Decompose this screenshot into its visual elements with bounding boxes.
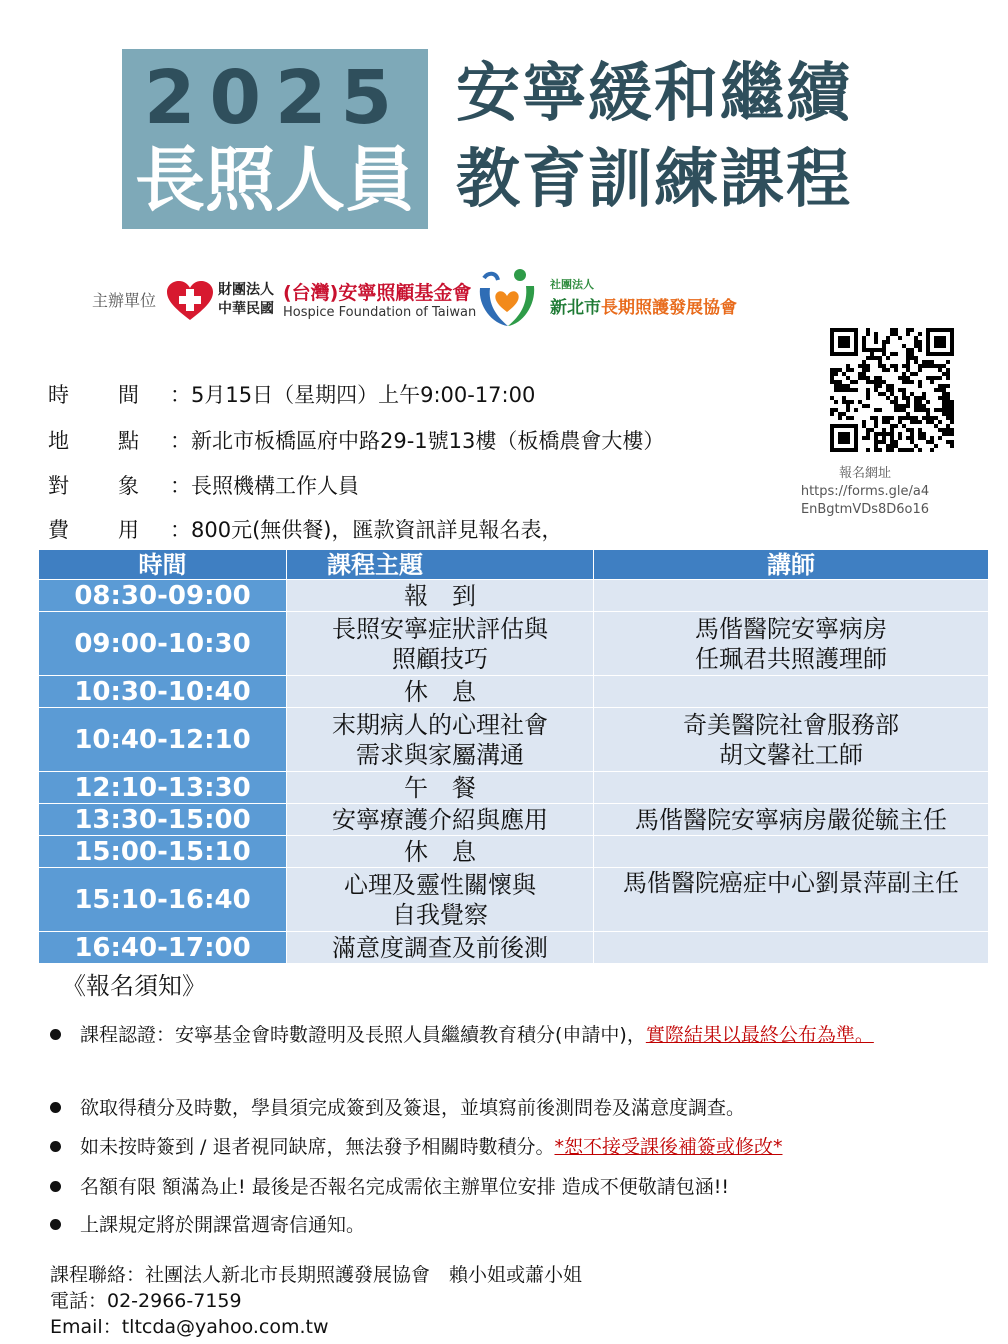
topic-text: 安寧療護介紹與應用 <box>332 805 548 834</box>
footer-contact: 課程聯絡：社團法人新北市長期照護發展協會 賴小姐或蕭小姐 <box>50 1264 583 1286</box>
cell-time <box>39 772 287 804</box>
org1-en-name: Hospice Foundation of Taiwan <box>283 305 477 320</box>
qr-caption-url1[interactable]: https://forms.gle/a4 <box>800 484 930 499</box>
bullet-icon <box>50 1219 61 1230</box>
schedule-header-row <box>39 550 989 580</box>
cell-teacher <box>594 804 989 836</box>
org2-logo-icon <box>474 266 540 328</box>
info-value: ：新北市板橋區府中路29-1號13樓（板橋農會大樓） <box>170 429 665 453</box>
topic-text: 長照安寧症狀評估與 <box>332 614 548 643</box>
cell-teacher <box>594 580 989 612</box>
cell-time <box>39 612 287 676</box>
table-row <box>39 836 989 868</box>
qr-code-icon[interactable] <box>830 328 954 452</box>
cell-time <box>39 868 287 932</box>
info-key: 用 <box>118 518 139 542</box>
info-key: 對 <box>48 474 69 498</box>
info-fee <box>48 516 562 544</box>
teacher-text: 胡文馨社工師 <box>719 740 863 769</box>
info-place <box>48 427 664 455</box>
note-item <box>50 1171 960 1203</box>
cell-teacher <box>594 612 989 676</box>
cell-teacher <box>594 772 989 804</box>
org2-name-a: 新北市 <box>550 298 601 318</box>
time-text: 08:30-09:00 <box>74 580 251 611</box>
footer-email[interactable]: Email：tltcda@yahoo.com.tw <box>50 1316 329 1338</box>
teacher-text: 馬偕醫院安寧病房嚴從毓主任 <box>635 805 947 834</box>
info-time <box>48 381 535 409</box>
time-text: 13:30-15:00 <box>74 804 251 835</box>
table-row <box>39 868 989 932</box>
time-text: 12:10-13:30 <box>74 772 251 803</box>
note-highlight: *恕不接受課後補簽或修改* <box>554 1136 783 1158</box>
info-value: ：800元(無供餐)，匯款資訊詳見報名表， <box>170 518 563 542</box>
note-item <box>50 1019 960 1051</box>
info-key: 費 <box>48 518 69 542</box>
cell-teacher <box>594 708 989 772</box>
table-row <box>39 676 989 708</box>
time-text: 15:10-16:40 <box>74 884 251 915</box>
cell-time <box>39 804 287 836</box>
teacher-text: 任珮君共照護理師 <box>695 644 887 673</box>
topic-text: 休 息 <box>404 677 476 706</box>
time-text: 10:40-12:10 <box>74 724 251 755</box>
qr-caption-url2[interactable]: EnBgtmVDs8D6o16 <box>800 502 930 517</box>
cell-topic <box>287 708 594 772</box>
info-key: 間 <box>118 383 139 407</box>
table-row <box>39 612 989 676</box>
heart-cross-icon <box>166 280 214 322</box>
cell-teacher <box>594 676 989 708</box>
org2-name-b: 長期照護發展協會 <box>601 298 737 318</box>
topic-text: 自我覺察 <box>392 900 488 929</box>
info-key: 時 <box>48 383 69 407</box>
table-row <box>39 580 989 612</box>
org2-name <box>550 293 737 318</box>
time-text: 10:30-10:40 <box>74 676 251 707</box>
teacher-text: 馬偕醫院癌症中心劉景萍副主任 <box>623 869 959 897</box>
topic-text: 末期病人的心理社會 <box>332 710 548 739</box>
note-text: 如未按時簽到 / 退者視同缺席，無法發予相關時數積分。 <box>80 1136 555 1158</box>
header-topic: 課程主題 <box>287 550 594 580</box>
info-audience <box>48 472 359 500</box>
cell-teacher <box>594 868 989 932</box>
header-time: 時間 <box>39 550 287 580</box>
schedule-table <box>38 549 989 964</box>
topic-text: 滿意度調查及前後測 <box>332 933 548 962</box>
header-teacher: 講師 <box>594 550 989 580</box>
notes-title: 《報名須知》 <box>62 972 206 1000</box>
org1-cn-line1: 財團法人 <box>218 282 274 298</box>
table-row <box>39 708 989 772</box>
org1-cn-line2: 中華民國 <box>218 301 274 317</box>
note-text: 課程認證：安寧基金會時數證明及長照人員繼續教育積分(申請中)， <box>80 1024 646 1046</box>
footer-phone[interactable]: 電話：02-2966-7159 <box>50 1290 242 1312</box>
note-item <box>50 1092 960 1124</box>
table-row <box>39 932 989 964</box>
cell-topic <box>287 804 594 836</box>
note-text: 上課規定將於開課當週寄信通知。 <box>80 1214 366 1236</box>
topic-text: 休 息 <box>404 837 476 866</box>
title-staff: 長照人員 <box>135 139 415 221</box>
bullet-icon <box>50 1029 61 1040</box>
time-text: 15:00-15:10 <box>74 836 251 867</box>
teacher-text: 馬偕醫院安寧病房 <box>695 614 887 643</box>
cell-topic <box>287 580 594 612</box>
cell-topic <box>287 932 594 964</box>
cell-time <box>39 676 287 708</box>
topic-text: 照顧技巧 <box>392 644 488 673</box>
bullet-icon <box>50 1181 61 1192</box>
qr-caption-label: 報名網址 <box>838 466 891 481</box>
cell-topic <box>287 868 594 932</box>
topic-text: 午 餐 <box>404 773 476 802</box>
note-text: 名額有限 額滿為止! 最後是否報名完成需依主辦單位安排 造成不便敬請包涵!! <box>80 1176 729 1198</box>
bullet-icon <box>50 1141 61 1152</box>
registration-url-caption <box>780 465 950 519</box>
time-text: 16:40-17:00 <box>74 932 251 963</box>
info-key: 象 <box>118 474 139 498</box>
cell-time <box>39 708 287 772</box>
cell-time <box>39 580 287 612</box>
org2-small-label: 社團法人 <box>550 278 594 291</box>
cell-teacher <box>594 836 989 868</box>
time-text: 09:00-10:30 <box>74 628 251 659</box>
cell-topic <box>287 676 594 708</box>
cell-teacher <box>594 932 989 964</box>
info-value: ：長照機構工作人員 <box>170 474 359 498</box>
cell-time <box>39 932 287 964</box>
cell-topic <box>287 836 594 868</box>
topic-text: 心理及靈性關懷與 <box>344 870 536 899</box>
note-item <box>50 1131 960 1163</box>
organizer-label: 主辦單位 <box>92 291 157 310</box>
cell-topic <box>287 612 594 676</box>
info-value: ：5月15日（星期四）上午9:00-17:00 <box>170 383 536 407</box>
title-line2: 教育訓練課程 <box>456 143 852 217</box>
cell-topic <box>287 772 594 804</box>
note-highlight: 實際結果以最終公布為準。 <box>645 1024 874 1046</box>
title-line1: 安寧緩和繼續 <box>456 57 852 131</box>
bullet-icon <box>50 1102 61 1113</box>
cell-time <box>39 836 287 868</box>
note-item <box>50 1209 960 1241</box>
table-row <box>39 804 989 836</box>
info-key: 地 <box>48 429 69 453</box>
info-key: 點 <box>118 429 139 453</box>
title-year: 2025 <box>144 55 406 141</box>
topic-text: 報 到 <box>404 581 476 610</box>
topic-text: 需求與家屬溝通 <box>356 740 524 769</box>
teacher-text: 奇美醫院社會服務部 <box>683 710 899 739</box>
org1-name: (台灣)安寧照顧基金會 <box>283 282 472 304</box>
table-row <box>39 772 989 804</box>
note-text: 欲取得積分及時數，學員須完成簽到及簽退，並填寫前後測問卷及滿意度調查。 <box>80 1097 746 1119</box>
